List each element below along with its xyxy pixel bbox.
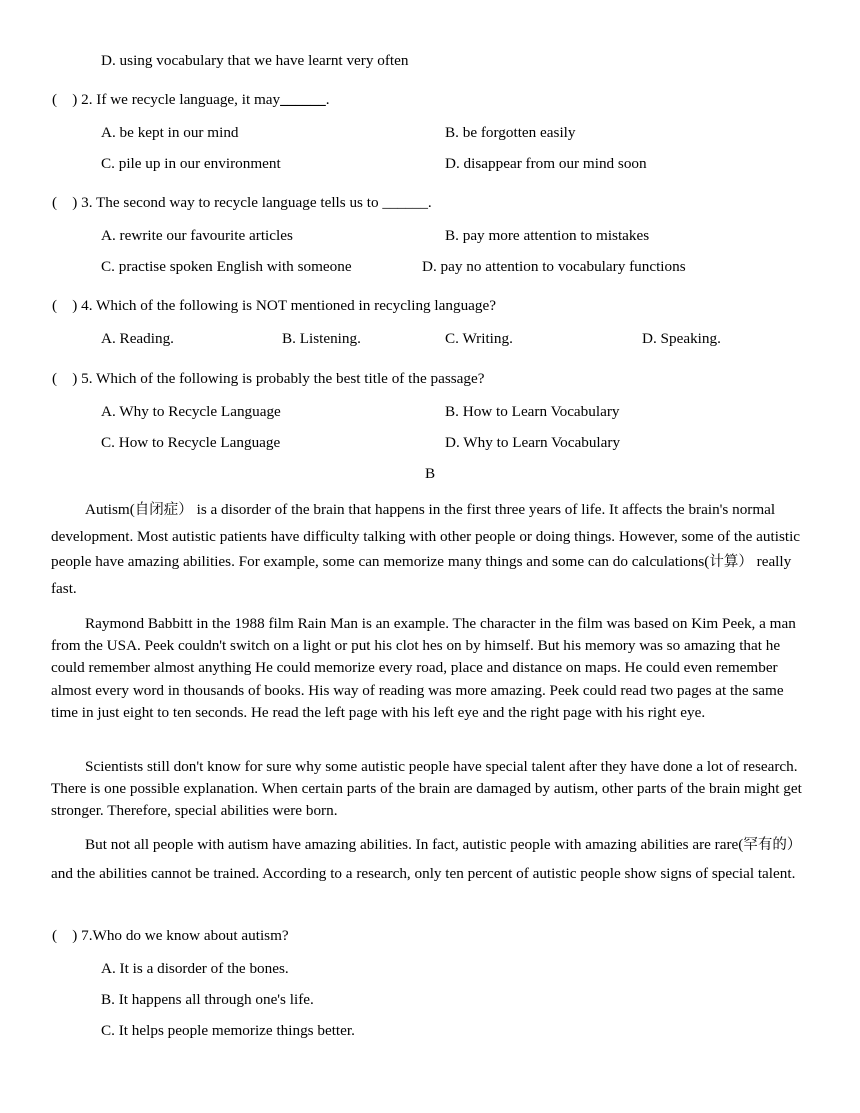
q4-option-b: B. Listening.	[282, 330, 361, 347]
p1-text-b: is a disorder of the brain that happens in the first three years of life. It affects the brain's normal development. Most autistic patients have difficulty talking with other people or doing things. However, some of the autistic people have amazing abilities. For example, some can memorize many things and some can do calculations(	[51, 501, 801, 571]
q4-option-d: D. Speaking.	[642, 330, 721, 347]
q2-option-b: B. be forgotten easily	[445, 124, 576, 141]
question-5-stem: 5. Which of the following is probably the best title of the passage?	[81, 370, 485, 387]
q1-option-d: D. using vocabulary that we have learnt very often	[101, 52, 409, 69]
answer-parentheses: ( )	[52, 370, 78, 387]
answer-parentheses: ( )	[52, 194, 78, 211]
question-2	[52, 88, 330, 109]
q2-option-d: D. disappear from our mind soon	[445, 155, 647, 172]
q2-option-c: C. pile up in our environment	[101, 155, 281, 172]
passage-paragraph-1	[51, 497, 811, 601]
q2-option-a: A. be kept in our mind	[101, 124, 239, 141]
p4-text-a: But not all people with autism have amazing abilities. In fact, autistic people with amazing abilities are rare(	[85, 836, 744, 853]
passage-paragraph-4	[51, 831, 811, 887]
p3-text: Scientists still don't know for sure why some autistic people have special talent after they have done a lot of research. There is one possible explanation. When certain parts of the brain are damaged by autism, other parts of the brain might get stronger. Therefore, special abilities were born.	[51, 758, 802, 820]
question-4	[52, 294, 496, 315]
q4-option-c: C. Writing.	[445, 330, 513, 347]
question-3-stem: 3. The second way to recycle language tells us to ______.	[81, 194, 432, 211]
q3-option-b: B. pay more attention to mistakes	[445, 227, 650, 244]
p4-text-b: and the abilities cannot be trained. According to a research, only ten percent of autistic people show signs of special talent.	[51, 864, 796, 882]
q5-option-c: C. How to Recycle Language	[101, 434, 281, 451]
q3-option-a: A. rewrite our favourite articles	[101, 227, 293, 244]
section-heading-b: B	[425, 465, 436, 482]
q4-option-a: A. Reading.	[101, 330, 174, 347]
p4-chinese-rare: 罕有的）	[743, 837, 802, 853]
question-4-stem: 4. Which of the following is NOT mentioned in recycling language?	[81, 297, 496, 314]
q3-option-d: D. pay no attention to vocabulary functions	[422, 258, 686, 275]
p1-text-c: really fast.	[51, 553, 792, 597]
p1-chinese-calculation: 计算）	[709, 554, 753, 571]
question-7	[52, 924, 289, 945]
q7-option-c: C. It helps people memorize things better.	[101, 1022, 355, 1039]
answer-parentheses: ( )	[52, 91, 78, 108]
q5-option-b: B. How to Learn Vocabulary	[445, 403, 620, 420]
p1-text-a: Autism(	[85, 501, 135, 518]
question-3	[52, 191, 432, 212]
question-2-stem: 2. If we recycle language, it may	[81, 91, 281, 108]
q5-option-a: A. Why to Recycle Language	[101, 403, 281, 420]
p1-chinese-autism: 自闭症）	[134, 502, 193, 518]
answer-blank: ______	[280, 91, 326, 108]
q7-option-b: B. It happens all through one's life.	[101, 991, 314, 1008]
question-5	[52, 367, 484, 388]
passage-paragraph-3	[51, 756, 811, 823]
q3-option-c: C. practise spoken English with someone	[101, 258, 352, 275]
p2-text: Raymond Babbitt in the 1988 film Rain Man is an example. The character in the film was based on Kim Peek, a man from the USA. Peek couldn't switch on a light or put his clot hes on by himself. But his memory was so amazing that he could remember almost anything He could memorize every road, place and distance on maps. He could even remember almost every word in thousands of books. His way of reading was more amazing. Peek could read two pages at the same time in just eight to ten seconds. He read the left page with his left eye and the right page with his right eye.	[51, 615, 796, 721]
q7-option-a: A. It is a disorder of the bones.	[101, 960, 289, 977]
answer-parentheses: ( )	[52, 297, 78, 314]
question-7-stem: 7.Who do we know about autism?	[81, 927, 289, 944]
q5-option-d: D. Why to Learn Vocabulary	[445, 434, 621, 451]
answer-parentheses: ( )	[52, 927, 78, 944]
passage-paragraph-2	[51, 613, 811, 724]
question-2-end: .	[325, 91, 330, 108]
